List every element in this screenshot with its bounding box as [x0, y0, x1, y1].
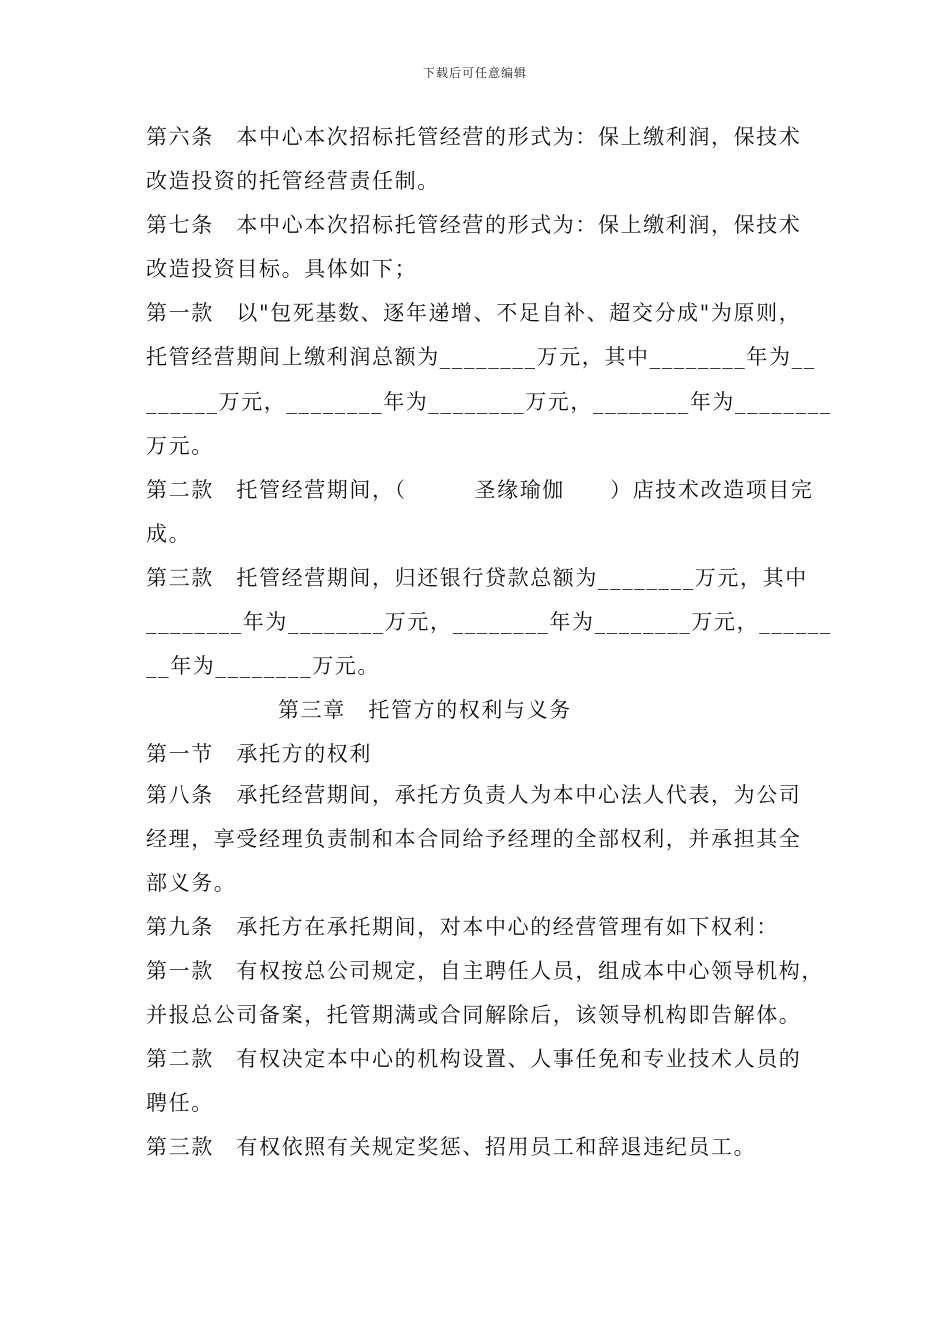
page-header: 下载后可任意编辑	[422, 66, 527, 80]
clause-1-line-2: 托管经营期间上缴利润总额为________万元，其中________年为__	[146, 345, 816, 369]
article-6-line-2: 改造投资的托管经营责任制。	[146, 169, 440, 193]
article-8-line-3: 部义务。	[146, 871, 237, 895]
clause-3-line-1: 第三款 托管经营期间，归还银行贷款总额为________万元，其中	[146, 566, 808, 590]
chapter-3-heading: 第三章 托管方的权利与义务	[278, 698, 572, 722]
clause-3-line-2: ________年为________万元，________年为________万元，______	[146, 610, 832, 634]
article-9-clause-1-line-2: 并报总公司备案，托管期满或合同解除后，该领导机构即告解体。	[146, 1003, 802, 1027]
article-9-line-1: 第九条 承托方在承托期间，对本中心的经营管理有如下权利：	[146, 915, 779, 939]
clause-2-line-1: 第二款 托管经营期间，（ 圣缘瑜伽 ）店技术改造项目完	[146, 478, 814, 502]
article-6-line-1: 第六条 本中心本次招标托管经营的形式为：保上缴利润，保技术	[146, 125, 802, 149]
clause-1-line-4: 万元。	[146, 434, 214, 458]
clause-1-line-3: ______万元，________年为________万元，________年为________	[146, 390, 832, 414]
article-9-clause-2-line-2: 聘任。	[146, 1091, 214, 1115]
clause-1-line-1: 第一款 以"包死基数、逐年递增、不足自补、超交分成"为原则，	[146, 301, 802, 325]
article-7-line-2: 改造投资目标。具体如下；	[146, 257, 418, 281]
article-9-clause-3-line-1: 第三款 有权依照有关规定奖惩、招用员工和辞退违纪员工。	[146, 1135, 757, 1159]
article-9-clause-2-line-1: 第二款 有权决定本中心的机构设置、人事任免和专业技术人员的	[146, 1047, 802, 1071]
article-8-line-2: 经理，享受经理负责制和本合同给予经理的全部权利，并承担其全	[146, 827, 802, 851]
article-8-line-1: 第八条 承托经营期间，承托方负责人为本中心法人代表，为公司	[146, 783, 802, 807]
clause-2-line-2: 成。	[146, 522, 192, 546]
article-9-clause-1-line-1: 第一款 有权按总公司规定，自主聘任人员，组成本中心领导机构，	[146, 959, 824, 983]
section-1-heading: 第一节 承托方的权利	[146, 742, 372, 766]
clause-3-line-3: __年为________万元。	[146, 654, 380, 678]
article-7-line-1: 第七条 本中心本次招标托管经营的形式为：保上缴利润，保技术	[146, 213, 802, 237]
